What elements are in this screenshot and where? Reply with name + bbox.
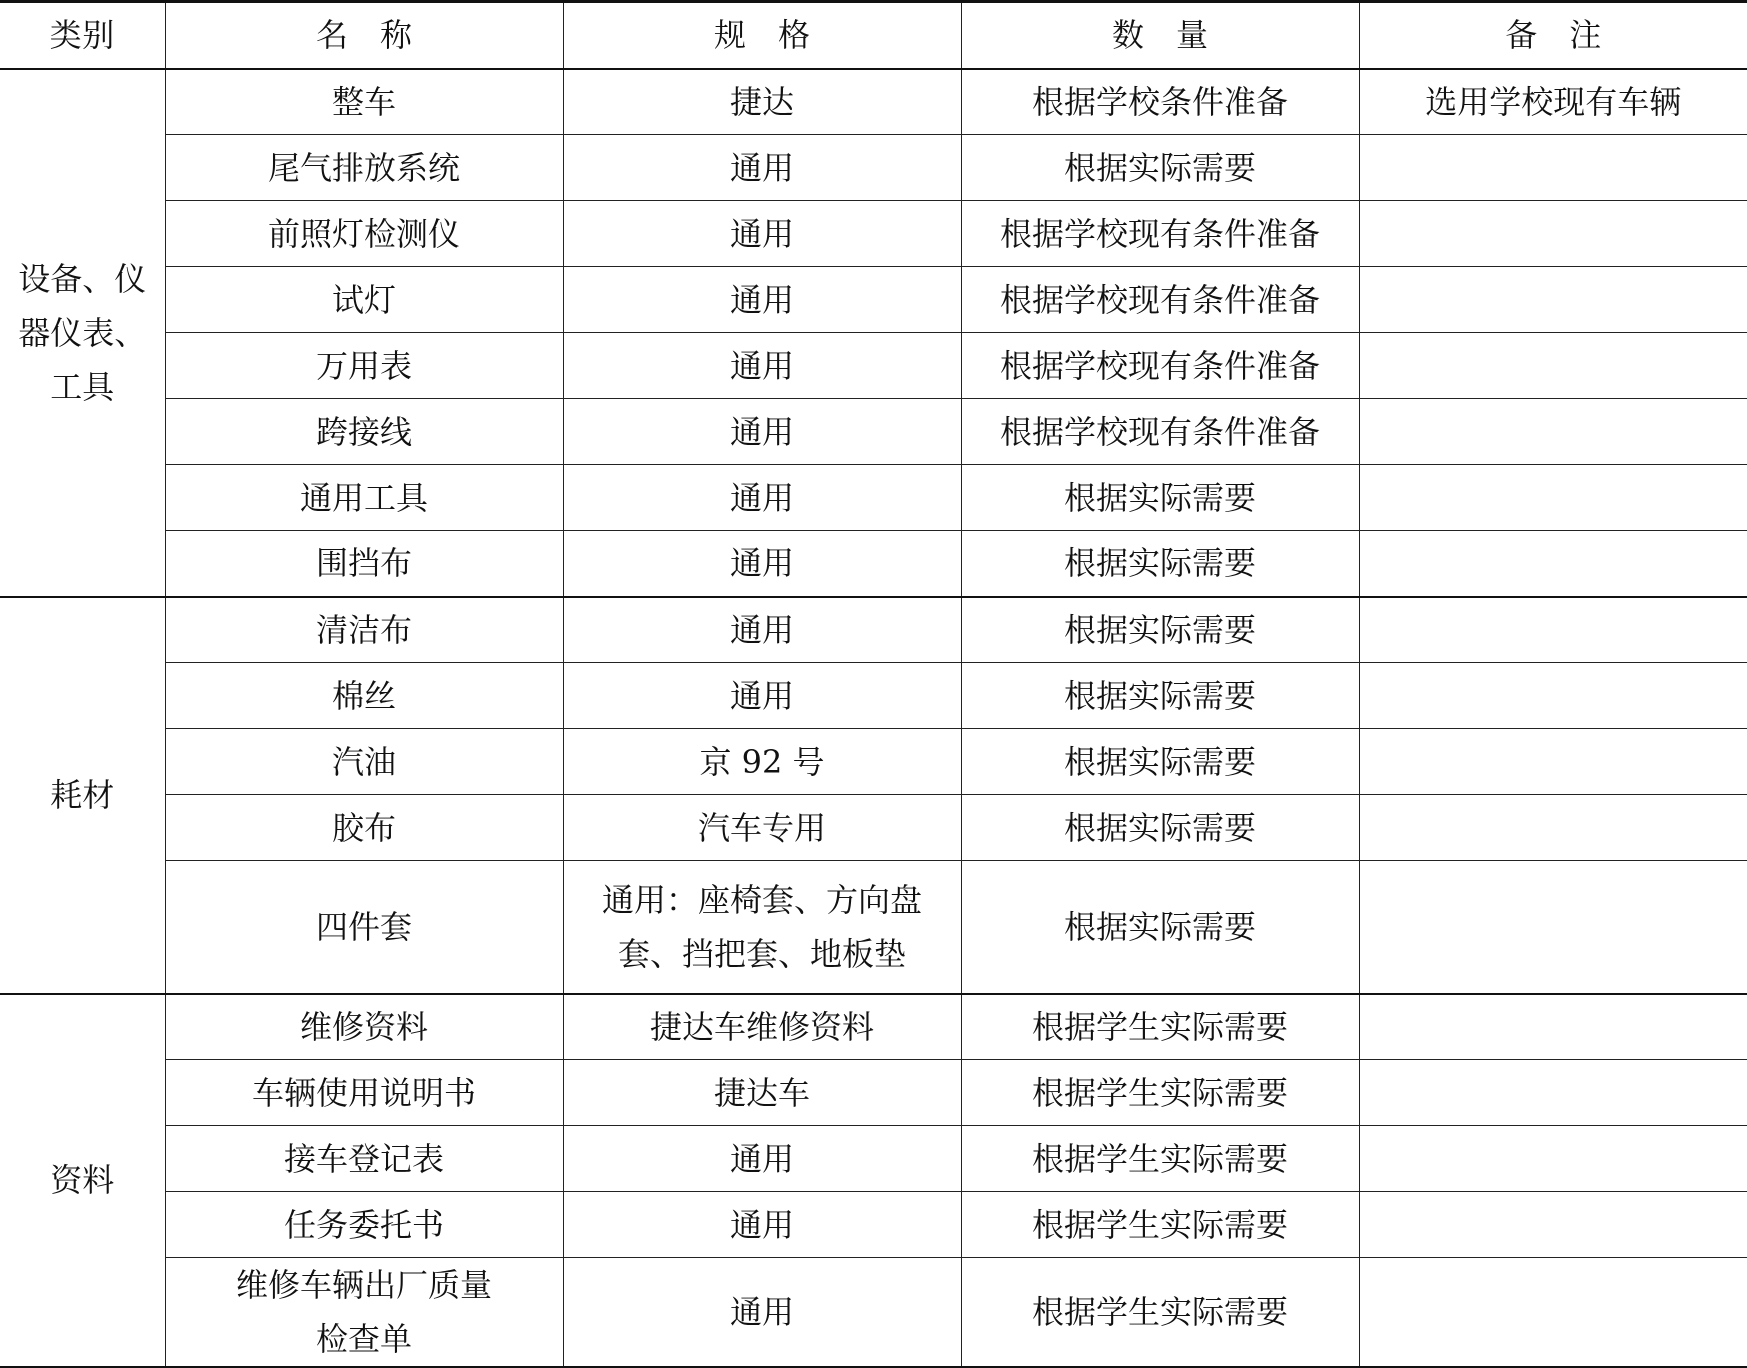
item-quantity: 根据实际需要 <box>961 597 1359 663</box>
item-remark <box>1359 1192 1747 1258</box>
item-quantity: 根据实际需要 <box>961 531 1359 597</box>
item-quantity: 根据学校条件准备 <box>961 69 1359 135</box>
table-row <box>0 399 1747 465</box>
item-name: 尾气排放系统 <box>165 135 563 201</box>
table-row <box>0 994 1747 1060</box>
item-remark <box>1359 994 1747 1060</box>
item-spec: 捷达 <box>563 69 961 135</box>
item-name: 前照灯检测仪 <box>165 201 563 267</box>
table-row <box>0 1258 1747 1368</box>
item-name: 万用表 <box>165 333 563 399</box>
item-name: 维修车辆出厂质量检查单 <box>165 1258 563 1368</box>
item-spec: 通用 <box>563 333 961 399</box>
item-name: 汽油 <box>165 729 563 795</box>
item-quantity: 根据实际需要 <box>961 861 1359 994</box>
table-row <box>0 795 1747 861</box>
item-quantity: 根据学校现有条件准备 <box>961 333 1359 399</box>
item-quantity: 根据实际需要 <box>961 729 1359 795</box>
item-quantity: 根据学生实际需要 <box>961 994 1359 1060</box>
item-remark <box>1359 1060 1747 1126</box>
table-row <box>0 465 1747 531</box>
item-quantity: 根据实际需要 <box>961 663 1359 729</box>
category-cell: 资料 <box>0 994 165 1368</box>
table-row <box>0 1126 1747 1192</box>
item-name: 车辆使用说明书 <box>165 1060 563 1126</box>
item-quantity: 根据学校现有条件准备 <box>961 267 1359 333</box>
category-cell: 设备、仪器仪表、工具 <box>0 69 165 597</box>
item-name: 整车 <box>165 69 563 135</box>
item-name: 四件套 <box>165 861 563 994</box>
item-spec: 通用：座椅套、方向盘套、挡把套、地板垫 <box>563 861 961 994</box>
item-spec: 京 92 号 <box>563 729 961 795</box>
item-spec: 通用 <box>563 531 961 597</box>
category-cell: 耗材 <box>0 597 165 994</box>
item-name: 围挡布 <box>165 531 563 597</box>
item-remark <box>1359 795 1747 861</box>
item-spec: 捷达车维修资料 <box>563 994 961 1060</box>
item-spec: 通用 <box>563 399 961 465</box>
item-remark <box>1359 531 1747 597</box>
header-category: 类别 <box>0 2 165 69</box>
item-remark <box>1359 201 1747 267</box>
item-quantity: 根据学生实际需要 <box>961 1060 1359 1126</box>
header-name: 名 称 <box>165 2 563 69</box>
item-spec: 通用 <box>563 1258 961 1368</box>
table-header-row <box>0 2 1747 69</box>
item-spec: 通用 <box>563 465 961 531</box>
item-name: 任务委托书 <box>165 1192 563 1258</box>
item-remark <box>1359 1258 1747 1368</box>
item-quantity: 根据学生实际需要 <box>961 1126 1359 1192</box>
table-row <box>0 135 1747 201</box>
item-quantity: 根据实际需要 <box>961 795 1359 861</box>
item-quantity: 根据学生实际需要 <box>961 1258 1359 1368</box>
item-remark <box>1359 1126 1747 1192</box>
item-remark <box>1359 729 1747 795</box>
item-remark <box>1359 135 1747 201</box>
item-remark <box>1359 663 1747 729</box>
item-spec: 通用 <box>563 201 961 267</box>
item-spec: 通用 <box>563 663 961 729</box>
item-name: 跨接线 <box>165 399 563 465</box>
table-row <box>0 531 1747 597</box>
item-remark <box>1359 465 1747 531</box>
table-row <box>0 1192 1747 1258</box>
item-remark <box>1359 861 1747 994</box>
table-row <box>0 69 1747 135</box>
item-name: 胶布 <box>165 795 563 861</box>
item-spec: 通用 <box>563 267 961 333</box>
table-row <box>0 267 1747 333</box>
item-spec: 通用 <box>563 1126 961 1192</box>
item-quantity: 根据学校现有条件准备 <box>961 399 1359 465</box>
table-row <box>0 597 1747 663</box>
table-row <box>0 201 1747 267</box>
table-row <box>0 333 1747 399</box>
item-quantity: 根据实际需要 <box>961 465 1359 531</box>
item-remark <box>1359 333 1747 399</box>
table-row <box>0 729 1747 795</box>
table-row <box>0 861 1747 994</box>
item-spec: 通用 <box>563 597 961 663</box>
item-spec: 通用 <box>563 135 961 201</box>
header-spec: 规 格 <box>563 2 961 69</box>
header-quantity: 数 量 <box>961 2 1359 69</box>
table-row <box>0 1060 1747 1126</box>
item-quantity: 根据实际需要 <box>961 135 1359 201</box>
item-remark <box>1359 267 1747 333</box>
item-spec: 捷达车 <box>563 1060 961 1126</box>
item-quantity: 根据学生实际需要 <box>961 1192 1359 1258</box>
item-remark <box>1359 597 1747 663</box>
header-remark: 备 注 <box>1359 2 1747 69</box>
item-name: 接车登记表 <box>165 1126 563 1192</box>
item-spec: 汽车专用 <box>563 795 961 861</box>
item-remark: 选用学校现有车辆 <box>1359 69 1747 135</box>
table-row <box>0 663 1747 729</box>
item-name: 棉丝 <box>165 663 563 729</box>
item-spec: 通用 <box>563 1192 961 1258</box>
item-name: 试灯 <box>165 267 563 333</box>
item-name: 通用工具 <box>165 465 563 531</box>
item-quantity: 根据学校现有条件准备 <box>961 201 1359 267</box>
item-name: 清洁布 <box>165 597 563 663</box>
item-remark <box>1359 399 1747 465</box>
item-name: 维修资料 <box>165 994 563 1060</box>
